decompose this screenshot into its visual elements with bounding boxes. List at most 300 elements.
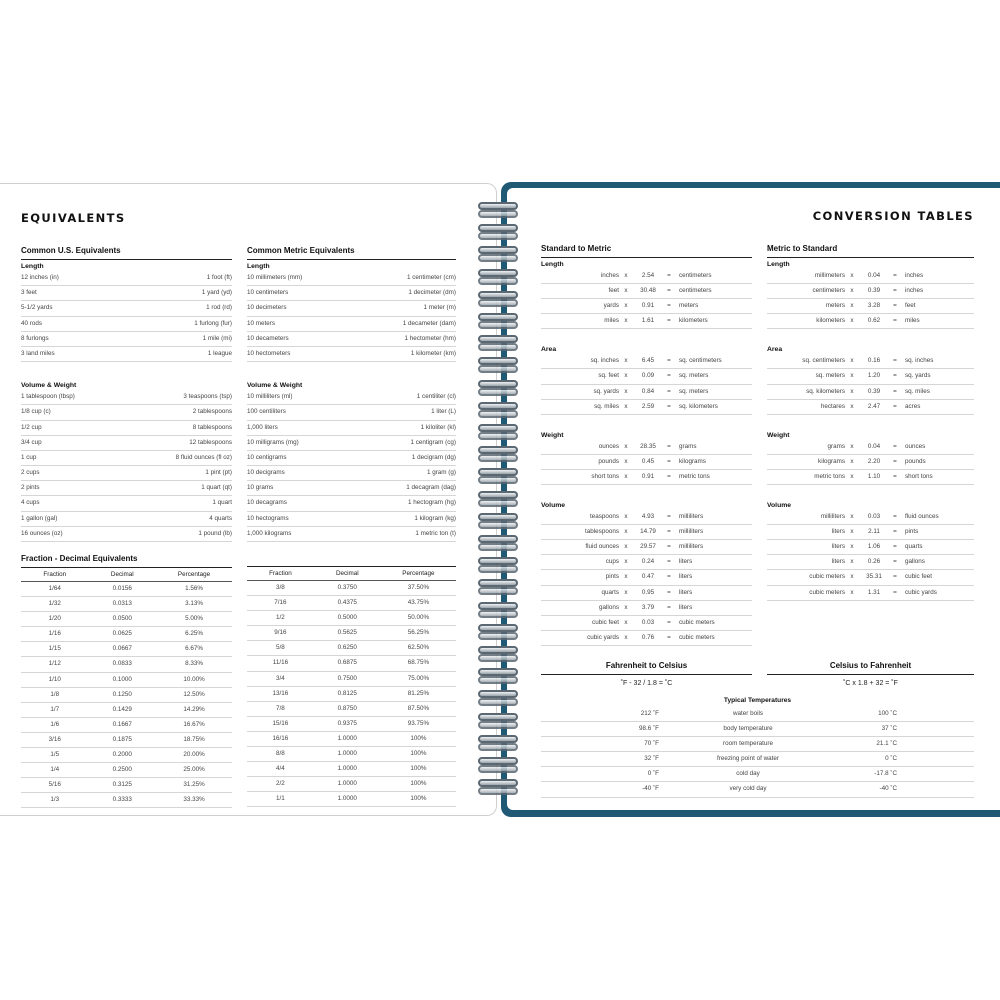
fraction-value: 9/16 <box>274 629 287 637</box>
temperature-row <box>541 737 974 752</box>
equivalent-to: 4 quarts <box>209 514 232 522</box>
temperature-description: body temperature <box>723 725 773 733</box>
conversion-row <box>541 354 752 369</box>
equals-sign: = <box>667 402 671 410</box>
times-sign: x <box>850 287 854 295</box>
unit-to: fluid ounces <box>905 513 939 521</box>
fraction-table-header <box>21 568 232 582</box>
unit-to: liters <box>679 573 693 581</box>
conversion-row <box>767 440 974 455</box>
percentage-value: 62.50% <box>407 644 430 652</box>
factor: 35.31 <box>866 573 882 581</box>
equivalent-to: 12 tablespoons <box>189 438 232 446</box>
unit-to: acres <box>905 402 921 410</box>
equivalent-to: 1 hectogram (hg) <box>408 499 456 507</box>
unit-to: cubic meters <box>679 633 715 641</box>
percentage-value: 56.25% <box>407 629 430 637</box>
equivalent-to: 1 hectometer (hm) <box>404 334 456 342</box>
celsius-value: 0 ˚C <box>885 755 897 763</box>
decimal-value: 0.8125 <box>337 689 357 697</box>
temperature-description: water boils <box>732 710 764 717</box>
equivalents-title: EQUIVALENTS <box>21 211 126 225</box>
decimal-value: 1.0000 <box>337 765 357 773</box>
equals-sign: = <box>667 387 671 395</box>
spiral-ring <box>478 269 518 277</box>
unit-from: kilograms <box>818 457 845 465</box>
equivalent-row <box>247 271 456 286</box>
equivalent-to: 1 meter (m) <box>423 304 456 312</box>
unit-to: cubic meters <box>679 618 715 626</box>
equivalent-from: 10 decimeters <box>247 304 287 312</box>
temperature-description: freezing point of water <box>717 755 779 763</box>
spiral-ring <box>478 779 518 787</box>
factor: 0.09 <box>641 372 655 380</box>
fraction-value: 1/20 <box>48 615 61 623</box>
temperature-row <box>541 767 974 782</box>
equals-sign: = <box>893 372 897 380</box>
equivalent-row <box>21 527 232 542</box>
temperature-row <box>541 752 974 767</box>
fraction-row <box>247 747 456 762</box>
equivalent-to: 1 kilometer (km) <box>410 349 456 357</box>
fahrenheit-value: 212 ˚F <box>640 710 659 717</box>
spiral-ring <box>478 357 518 365</box>
times-sign: x <box>624 472 628 480</box>
equivalent-to: 8 tablespoons <box>192 423 232 431</box>
equivalent-from: 10 centimeters <box>247 289 289 297</box>
conversion-row <box>541 440 752 455</box>
spiral-ring <box>478 735 518 743</box>
decimal-value: 1.0000 <box>337 780 357 788</box>
percentage-value: 12.50% <box>183 690 205 698</box>
conversion-row <box>767 284 974 299</box>
equivalent-row <box>21 496 232 511</box>
fraction-row <box>247 656 456 671</box>
fraction-value: 1/8 <box>50 690 60 698</box>
fraction-row <box>21 657 232 672</box>
fraction-value: 1/64 <box>48 585 61 592</box>
equivalent-row <box>247 496 456 511</box>
equivalent-from: 2 pints <box>21 484 40 492</box>
header-fraction-2: Fraction <box>269 570 292 577</box>
fraction-row <box>21 733 232 748</box>
unit-to: milliliters <box>679 513 704 521</box>
conversion-row <box>767 470 974 485</box>
fraction-row <box>21 778 232 793</box>
percentage-value: 14.29% <box>183 705 205 713</box>
times-sign: x <box>850 317 854 325</box>
fraction-row <box>21 642 232 657</box>
unit-from: metric tons <box>814 472 845 480</box>
fraction-row <box>247 611 456 626</box>
equivalent-to: 1 decimeter (dm) <box>408 289 456 297</box>
times-sign: x <box>850 472 854 480</box>
conversion-tables-title: CONVERSION TABLES <box>812 209 974 223</box>
fraction-row <box>21 597 232 612</box>
celsius-value: -40 ˚C <box>879 785 897 793</box>
equivalent-row <box>21 332 232 347</box>
conversion-row <box>767 269 974 284</box>
f-to-c-section <box>541 661 752 687</box>
equivalent-from: 10 milliliters (ml) <box>247 393 293 401</box>
times-sign: x <box>850 558 854 566</box>
equivalent-from: 3/4 cup <box>21 438 42 446</box>
header-percentage-2: Percentage <box>402 570 435 577</box>
conversion-row <box>767 314 974 329</box>
metric-to-std-heading: Metric to Standard <box>767 244 974 258</box>
unit-to: sq. inches <box>905 357 934 365</box>
c-to-f-section <box>767 661 974 687</box>
spiral-ring <box>478 668 518 676</box>
times-sign: x <box>624 357 628 365</box>
fraction-value: 1/12 <box>48 660 61 668</box>
decimal-value: 0.6875 <box>337 659 357 667</box>
times-sign: x <box>624 402 628 410</box>
percentage-value: 18.75% <box>183 735 205 743</box>
spiral-ring <box>478 521 518 529</box>
equivalent-row <box>247 481 456 496</box>
fraction-table-header-2 <box>247 567 456 581</box>
metric-equivalents-section <box>247 246 456 542</box>
percentage-value: 25.00% <box>183 766 205 774</box>
factor: 2.59 <box>641 402 655 410</box>
equivalent-to: 1 foot (ft) <box>206 274 232 281</box>
unit-to: quarts <box>905 543 923 551</box>
c-to-f-heading: Celsius to Fahrenheit <box>767 661 974 675</box>
us-equivalents-heading: Common U.S. Equivalents <box>21 246 232 260</box>
factor: 1.31 <box>867 588 881 596</box>
unit-to: meters <box>679 302 699 310</box>
decimal-value: 0.7500 <box>337 674 357 682</box>
decimal-value: 0.3125 <box>112 781 132 789</box>
unit-from: liters <box>831 558 845 566</box>
equivalent-from: 1 tablespoon (tbsp) <box>21 393 75 401</box>
equals-sign: = <box>667 618 671 626</box>
equivalent-row <box>21 466 232 481</box>
fraction-row <box>21 673 232 688</box>
fraction-row <box>247 717 456 732</box>
spiral-ring <box>478 291 518 299</box>
fraction-value: 1/3 <box>50 796 60 804</box>
conversion-row <box>767 525 974 540</box>
decimal-value: 0.4375 <box>337 599 357 607</box>
equivalent-row <box>247 317 456 332</box>
spiral-ring <box>478 432 518 440</box>
times-sign: x <box>850 372 854 380</box>
percentage-value: 75.00% <box>407 674 430 682</box>
fraction-value: 11/16 <box>272 659 289 667</box>
fraction-table-2 <box>247 581 456 807</box>
fraction-value: 15/16 <box>272 719 289 727</box>
spiral-ring <box>478 602 518 610</box>
percentage-value: 43.75% <box>407 599 430 607</box>
times-sign: x <box>624 618 628 626</box>
right-page <box>507 188 1000 810</box>
unit-from: sq. centimeters <box>802 357 845 365</box>
spiral-ring <box>478 388 518 396</box>
fraction-row <box>21 612 232 627</box>
unit-from: liters <box>831 543 845 551</box>
times-sign: x <box>850 302 854 310</box>
equivalent-to: 1 quart <box>212 499 232 507</box>
conversion-row <box>767 369 974 384</box>
equivalent-from: 10 grams <box>247 484 274 492</box>
fraction-value: 1/7 <box>50 705 60 713</box>
spiral-ring <box>478 454 518 462</box>
percentage-value: 16.67% <box>183 720 205 728</box>
percentage-value: 100% <box>410 780 427 788</box>
times-sign: x <box>624 513 628 521</box>
unit-to: sq. yards <box>905 372 931 380</box>
celsius-value: 100 ˚C <box>878 710 897 717</box>
equivalent-to: 1 league <box>207 349 232 357</box>
times-sign: x <box>624 457 628 465</box>
fraction-value: 2/2 <box>276 780 285 788</box>
fraction-value: 1/1 <box>276 795 285 803</box>
equivalent-row <box>247 405 456 420</box>
equivalent-from: 10 millimeters (mm) <box>247 274 303 281</box>
conversion-row <box>767 455 974 470</box>
factor: 1.61 <box>641 317 655 325</box>
times-sign: x <box>850 272 854 279</box>
equivalent-from: 3 land miles <box>21 349 55 357</box>
decimal-value: 0.0667 <box>112 645 132 653</box>
equivalent-to: 1 decameter (dam) <box>402 319 456 327</box>
factor: 0.47 <box>641 573 655 581</box>
equivalent-row <box>247 390 456 405</box>
spiral-ring <box>478 587 518 595</box>
conversion-row <box>767 555 974 570</box>
fraction-row <box>247 687 456 702</box>
equivalent-to: 1 decigram (dg) <box>411 453 456 461</box>
times-sign: x <box>850 457 854 465</box>
equivalent-row <box>21 512 232 527</box>
factor: 0.16 <box>867 357 881 365</box>
unit-to: sq. meters <box>679 372 709 380</box>
conversion-row <box>541 400 752 415</box>
fraction-section-left <box>21 554 232 808</box>
conversion-row <box>767 385 974 400</box>
equivalent-from: 4 cups <box>21 499 40 507</box>
fraction-row <box>247 732 456 747</box>
equivalent-from: 2 cups <box>21 469 40 477</box>
f-to-c-heading: Fahrenheit to Celsius <box>541 661 752 675</box>
unit-to: inches <box>905 287 924 295</box>
factor: 30.48 <box>640 287 656 295</box>
equals-sign: = <box>667 372 671 380</box>
factor: 0.62 <box>867 317 881 325</box>
equivalent-to: 8 fluid ounces (fl oz) <box>175 453 232 461</box>
times-sign: x <box>624 272 628 279</box>
fraction-value: 1/16 <box>48 630 61 638</box>
fraction-value: 1/15 <box>48 645 61 653</box>
conversion-row <box>541 616 752 631</box>
equals-sign: = <box>893 513 897 521</box>
decimal-value: 0.0625 <box>112 630 132 638</box>
times-sign: x <box>850 543 854 551</box>
equivalent-from: 3 feet <box>21 289 37 297</box>
fraction-row <box>21 703 232 718</box>
unit-to: milliliters <box>679 543 704 551</box>
spiral-ring <box>478 676 518 684</box>
equivalent-to: 1 pound (lb) <box>198 529 232 537</box>
decimal-value: 0.2000 <box>112 751 132 759</box>
temperature-row <box>541 782 974 797</box>
decimal-value: 0.1667 <box>112 720 132 728</box>
decimal-value: 0.6250 <box>337 644 357 652</box>
unit-to: inches <box>905 272 924 279</box>
percentage-value: 20.00% <box>183 751 205 759</box>
fraction-value: 1/32 <box>48 600 61 608</box>
fahrenheit-value: 32 ˚F <box>644 755 659 763</box>
unit-from: fluid ounces <box>585 543 619 551</box>
equivalent-from: 10 hectograms <box>247 514 289 522</box>
equals-sign: = <box>667 573 671 581</box>
times-sign: x <box>850 513 854 521</box>
equals-sign: = <box>893 317 897 325</box>
fahrenheit-value: 70 ˚F <box>644 740 659 748</box>
equivalent-from: 12 inches (in) <box>21 274 59 281</box>
factor: 0.24 <box>641 558 655 566</box>
decimal-value: 0.5625 <box>337 629 357 637</box>
spiral-ring <box>478 343 518 351</box>
decimal-value: 0.0833 <box>112 660 132 668</box>
equivalent-row <box>21 301 232 316</box>
factor: 3.79 <box>641 603 655 611</box>
std-to-metric-groups <box>541 261 752 646</box>
fraction-row <box>247 792 456 807</box>
decimal-value: 0.0500 <box>112 615 132 623</box>
equals-sign: = <box>893 457 897 465</box>
equivalent-row <box>21 405 232 420</box>
unit-to: liters <box>679 603 693 611</box>
factor: 2.11 <box>868 528 880 536</box>
times-sign: x <box>850 442 854 450</box>
conversion-row <box>767 400 974 415</box>
fraction-value: 1/10 <box>48 675 61 683</box>
equivalent-row <box>247 332 456 347</box>
fraction-row <box>247 626 456 641</box>
conversion-row <box>541 470 752 485</box>
percentage-value: 1.56% <box>185 585 203 592</box>
factor: 2.20 <box>867 457 881 465</box>
factor: 29.57 <box>640 543 656 551</box>
times-sign: x <box>624 558 628 566</box>
fraction-value: 3/16 <box>48 735 61 743</box>
times-sign: x <box>624 372 628 380</box>
percentage-value: 100% <box>410 750 427 758</box>
factor: 4.93 <box>641 513 655 521</box>
unit-from: sq. kilometers <box>806 387 845 395</box>
percentage-value: 93.75% <box>407 719 430 727</box>
factor: 0.91 <box>641 472 655 480</box>
std-to-metric-section <box>541 244 752 646</box>
unit-from: cubic yards <box>587 633 619 641</box>
conversion-row <box>541 586 752 601</box>
spiral-ring <box>478 491 518 499</box>
spiral-ring <box>478 313 518 321</box>
decimal-value: 0.8750 <box>337 704 357 712</box>
header-percentage: Percentage <box>177 571 211 578</box>
conversion-row <box>541 601 752 616</box>
equivalent-from: 10 decameters <box>247 334 289 342</box>
spiral-ring <box>478 468 518 476</box>
percentage-value: 37.50% <box>407 584 430 591</box>
spiral-ring <box>478 698 518 706</box>
spiral-ring <box>478 646 518 654</box>
spiral-ring <box>478 624 518 632</box>
equivalent-row <box>21 436 232 451</box>
equivalent-from: 16 ounces (oz) <box>21 529 63 537</box>
conversion-row <box>767 299 974 314</box>
factor: 0.39 <box>867 387 881 395</box>
unit-from: yards <box>603 302 619 310</box>
temperature-row <box>541 722 974 737</box>
equivalent-to: 1 centiliter (cl) <box>416 393 456 401</box>
spiral-ring <box>478 565 518 573</box>
fraction-row <box>247 762 456 777</box>
conversion-row <box>541 555 752 570</box>
spiral-ring <box>478 765 518 773</box>
decimal-value: 1.0000 <box>337 734 357 742</box>
equivalent-row <box>21 451 232 466</box>
conversion-group-label: Volume <box>541 502 566 510</box>
unit-from: inches <box>600 272 619 279</box>
factor: 0.03 <box>641 618 655 626</box>
times-sign: x <box>624 573 628 581</box>
equivalent-to: 1 decagram (dag) <box>406 484 456 492</box>
spiral-ring <box>478 446 518 454</box>
unit-from: cubic feet <box>592 618 619 626</box>
equivalent-to: 1 quart (qt) <box>201 484 232 492</box>
conversion-row <box>541 314 752 329</box>
factor: 14.79 <box>640 528 656 536</box>
fraction-value: 5/16 <box>48 781 61 789</box>
equivalent-from: 10 decagrams <box>247 499 287 507</box>
conversion-row <box>541 369 752 384</box>
unit-from: short tons <box>591 472 619 480</box>
spiral-ring <box>478 277 518 285</box>
equivalent-row <box>21 317 232 332</box>
decimal-value: 0.2500 <box>112 766 132 774</box>
spiral-ring <box>478 787 518 795</box>
spiral-ring <box>478 610 518 618</box>
spiral-ring <box>478 410 518 418</box>
conversion-row <box>767 586 974 601</box>
equivalent-row <box>247 301 456 316</box>
fraction-table-1 <box>21 582 232 808</box>
decimal-value: 0.1875 <box>112 735 132 743</box>
equivalent-from: 8 furlongs <box>21 334 49 342</box>
fraction-value: 1/4 <box>50 766 60 774</box>
times-sign: x <box>624 387 628 395</box>
spiral-ring <box>478 246 518 254</box>
equivalent-row <box>21 271 232 286</box>
times-sign: x <box>624 302 628 310</box>
fraction-value: 3/4 <box>276 674 285 682</box>
us-length-list <box>21 271 232 362</box>
factor: 6.45 <box>641 357 655 365</box>
percentage-value: 100% <box>410 734 427 742</box>
equivalent-from: 1/2 cup <box>21 423 42 431</box>
equivalent-to: 1 furlong (fur) <box>194 319 232 327</box>
equals-sign: = <box>667 633 671 641</box>
times-sign: x <box>624 528 628 536</box>
decimal-value: 0.3333 <box>112 796 132 804</box>
unit-to: miles <box>905 317 920 325</box>
conversion-row <box>541 631 752 646</box>
equivalent-row <box>247 347 456 362</box>
